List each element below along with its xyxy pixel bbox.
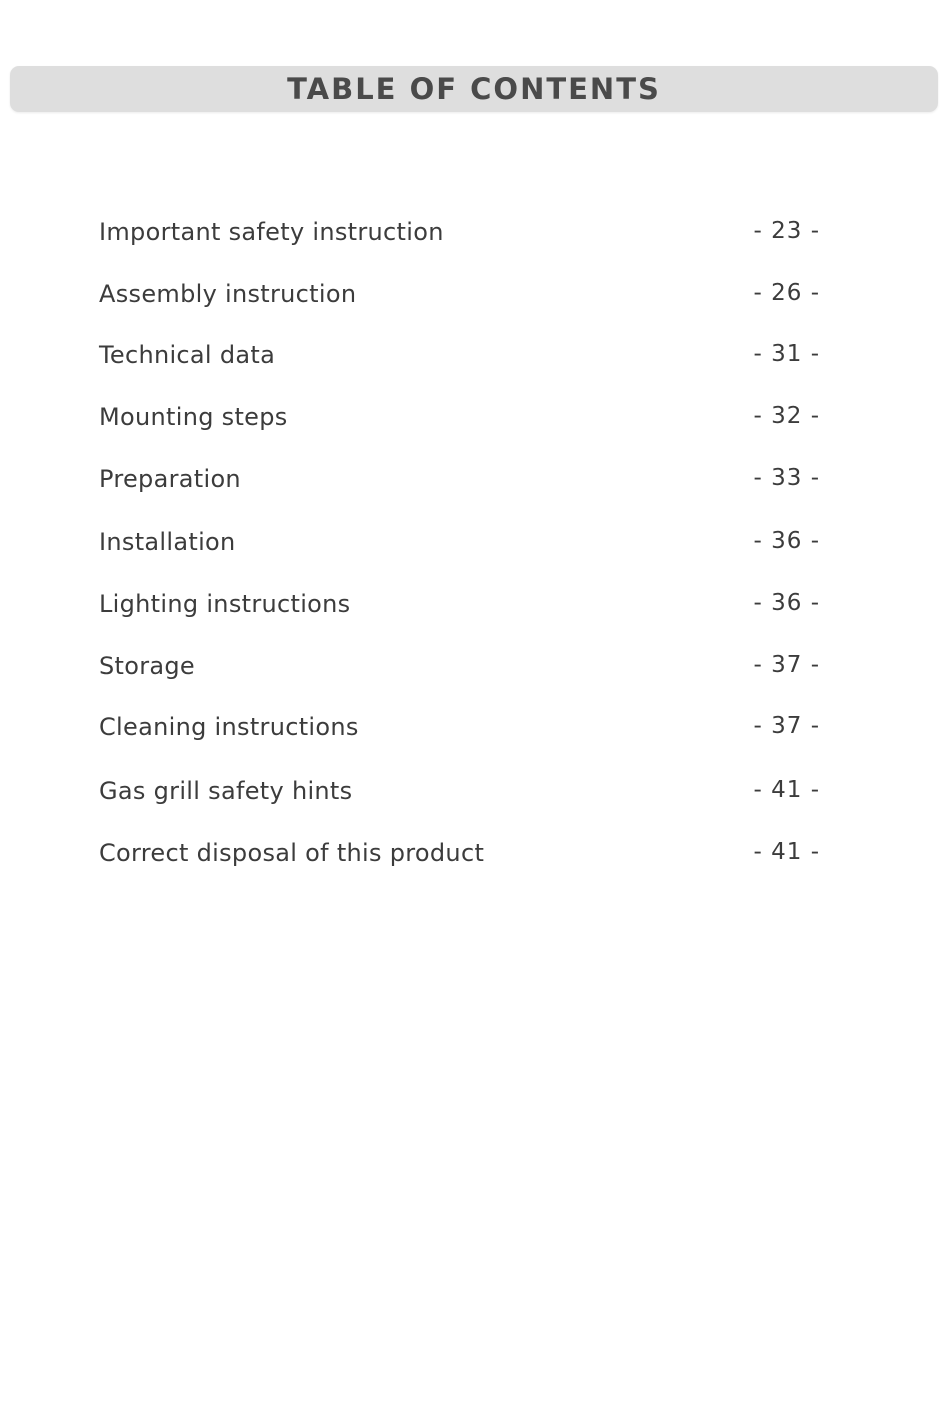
toc-entry[interactable] <box>99 705 820 745</box>
toc-entry-title: Gas grill safety hints <box>99 777 353 805</box>
toc-entry-title: Installation <box>99 528 236 556</box>
toc-entry[interactable] <box>99 272 820 312</box>
toc-entry[interactable] <box>99 210 820 250</box>
toc-entry[interactable] <box>99 333 820 373</box>
toc-entry[interactable] <box>99 769 820 809</box>
toc-entry[interactable] <box>99 644 820 684</box>
toc-entry-page: - 37 - <box>753 652 820 678</box>
toc-entry-page: - 36 - <box>753 590 820 616</box>
toc-entry-title: Technical data <box>99 341 276 369</box>
toc-entry-title: Mounting steps <box>99 403 288 431</box>
toc-entry[interactable] <box>99 395 820 435</box>
toc-entry-page: - 37 - <box>753 713 820 739</box>
toc-entry-title: Storage <box>99 652 196 680</box>
toc-entry-title: Correct disposal of this product <box>99 839 485 867</box>
toc-entry-page: - 31 - <box>753 341 820 367</box>
toc-entry[interactable] <box>99 520 820 560</box>
toc-entry-title: Lighting instructions <box>99 590 351 618</box>
toc-entry-page: - 41 - <box>753 777 820 803</box>
toc-entry-page: - 41 - <box>753 839 820 865</box>
toc-entry[interactable] <box>99 582 820 622</box>
toc-entry-title: Assembly instruction <box>99 280 357 308</box>
toc-entry[interactable] <box>99 457 820 497</box>
page-title: TABLE OF CONTENTS <box>287 72 661 106</box>
toc-entry-page: - 26 - <box>753 280 820 306</box>
toc-entry-page: - 36 - <box>753 528 820 554</box>
toc-entry-page: - 23 - <box>753 218 820 244</box>
toc-entry-title: Preparation <box>99 465 241 493</box>
toc-entry-page: - 32 - <box>753 403 820 429</box>
toc-entry-title: Important safety instruction <box>99 218 444 246</box>
toc-entry-title: Cleaning instructions <box>99 713 359 741</box>
toc-entry[interactable] <box>99 831 820 871</box>
toc-entry-page: - 33 - <box>753 465 820 491</box>
